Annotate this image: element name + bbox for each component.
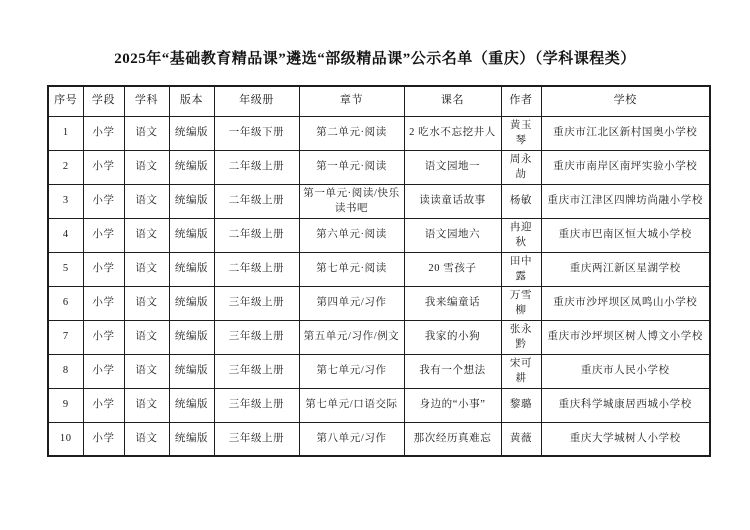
table-cell: 第一单元·阅读/快乐读书吧 xyxy=(299,184,404,218)
table-cell: 语文 xyxy=(124,320,169,354)
table-cell: 二年级上册 xyxy=(214,252,299,286)
table-cell: 二年级上册 xyxy=(214,218,299,252)
column-header: 学段 xyxy=(83,86,124,116)
column-header: 序号 xyxy=(48,86,83,116)
table-cell: 8 xyxy=(48,354,83,388)
table-cell: 宋可耕 xyxy=(501,354,541,388)
table-cell: 杨敏 xyxy=(501,184,541,218)
page-title: 2025年“基础教育精品课”遴选“部级精品课”公示名单（重庆）（学科课程类） xyxy=(114,51,636,67)
table-cell: 万雪柳 xyxy=(501,286,541,320)
table-cell: 重庆市人民小学校 xyxy=(541,354,710,388)
table-cell: 周永劼 xyxy=(501,150,541,184)
table-cell: 三年级上册 xyxy=(214,354,299,388)
table-cell: 二年级上册 xyxy=(214,184,299,218)
table-row xyxy=(48,286,710,320)
table-container xyxy=(47,85,711,457)
table-row xyxy=(48,320,710,354)
table-cell: 小学 xyxy=(83,150,124,184)
table-cell: 语文园地六 xyxy=(404,218,501,252)
table-cell: 6 xyxy=(48,286,83,320)
column-header: 作者 xyxy=(501,86,541,116)
table-cell: 重庆市南岸区南坪实验小学校 xyxy=(541,150,710,184)
table-cell: 张永黔 xyxy=(501,320,541,354)
table-cell: 1 xyxy=(48,116,83,150)
header-row xyxy=(48,86,710,116)
table-cell: 三年级上册 xyxy=(214,422,299,456)
table-cell: 我有一个想法 xyxy=(404,354,501,388)
table-cell: 语文 xyxy=(124,218,169,252)
table-cell: 7 xyxy=(48,320,83,354)
table-cell: 20 雪孩子 xyxy=(404,252,501,286)
table-cell: 第一单元·阅读 xyxy=(299,150,404,184)
table-cell: 我家的小狗 xyxy=(404,320,501,354)
table-cell: 4 xyxy=(48,218,83,252)
table-cell: 重庆两江新区星湖学校 xyxy=(541,252,710,286)
table-body xyxy=(48,116,710,456)
table-row xyxy=(48,218,710,252)
table-cell: 三年级上册 xyxy=(214,388,299,422)
table-cell: 小学 xyxy=(83,354,124,388)
table-row xyxy=(48,422,710,456)
table-cell: 10 xyxy=(48,422,83,456)
table-cell: 语文 xyxy=(124,252,169,286)
table-cell: 黎璐 xyxy=(501,388,541,422)
table-cell: 三年级上册 xyxy=(214,286,299,320)
table-cell: 第四单元/习作 xyxy=(299,286,404,320)
table-cell: 第七单元/口语交际 xyxy=(299,388,404,422)
table-cell: 重庆市巴南区恒大城小学校 xyxy=(541,218,710,252)
table-cell: 统编版 xyxy=(169,116,214,150)
table-cell: 小学 xyxy=(83,388,124,422)
column-header: 课名 xyxy=(404,86,501,116)
table-cell: 第八单元/习作 xyxy=(299,422,404,456)
table-cell: 2 xyxy=(48,150,83,184)
table-cell: 小学 xyxy=(83,218,124,252)
table-cell: 语文 xyxy=(124,150,169,184)
table-cell: 三年级上册 xyxy=(214,320,299,354)
table-cell: 语文 xyxy=(124,116,169,150)
table-cell: 小学 xyxy=(83,184,124,218)
table-cell: 第五单元/习作/例文 xyxy=(299,320,404,354)
table-cell: 2 吃水不忘挖井人 xyxy=(404,116,501,150)
table-cell: 小学 xyxy=(83,116,124,150)
table-cell: 重庆市江北区新村国奥小学校 xyxy=(541,116,710,150)
table-cell: 3 xyxy=(48,184,83,218)
table-cell: 统编版 xyxy=(169,150,214,184)
table-cell: 黄玉琴 xyxy=(501,116,541,150)
table-row xyxy=(48,116,710,150)
table-cell: 读读童话故事 xyxy=(404,184,501,218)
table-cell: 语文园地一 xyxy=(404,150,501,184)
column-header: 学校 xyxy=(541,86,710,116)
table-cell: 重庆科学城康居西城小学校 xyxy=(541,388,710,422)
table-cell: 语文 xyxy=(124,286,169,320)
table-cell: 第七单元/习作 xyxy=(299,354,404,388)
table-cell: 我来编童话 xyxy=(404,286,501,320)
table-cell: 5 xyxy=(48,252,83,286)
table-cell: 那次经历真难忘 xyxy=(404,422,501,456)
results-table xyxy=(47,85,711,457)
table-cell: 二年级上册 xyxy=(214,150,299,184)
column-header: 年级册 xyxy=(214,86,299,116)
table-cell: 重庆市沙坪坝区凤鸣山小学校 xyxy=(541,286,710,320)
table-cell: 统编版 xyxy=(169,252,214,286)
table-cell: 统编版 xyxy=(169,388,214,422)
table-cell: 统编版 xyxy=(169,354,214,388)
table-cell: 身边的“小事” xyxy=(404,388,501,422)
table-cell: 统编版 xyxy=(169,320,214,354)
table-cell: 语文 xyxy=(124,388,169,422)
table-cell: 统编版 xyxy=(169,218,214,252)
table-header xyxy=(48,86,710,116)
table-cell: 重庆大学城树人小学校 xyxy=(541,422,710,456)
table-cell: 第六单元·阅读 xyxy=(299,218,404,252)
column-header: 版本 xyxy=(169,86,214,116)
column-header: 学科 xyxy=(124,86,169,116)
table-row xyxy=(48,354,710,388)
table-cell: 语文 xyxy=(124,354,169,388)
table-cell: 第二单元·阅读 xyxy=(299,116,404,150)
table-cell: 黄薇 xyxy=(501,422,541,456)
table-cell: 小学 xyxy=(83,252,124,286)
table-cell: 冉迎秋 xyxy=(501,218,541,252)
table-row xyxy=(48,150,710,184)
table-cell: 一年级下册 xyxy=(214,116,299,150)
table-cell: 统编版 xyxy=(169,184,214,218)
table-cell: 重庆市沙坪坝区树人博文小学校 xyxy=(541,320,710,354)
table-cell: 小学 xyxy=(83,320,124,354)
table-row xyxy=(48,388,710,422)
table-cell: 田中露 xyxy=(501,252,541,286)
table-cell: 重庆市江津区四牌坊尚融小学校 xyxy=(541,184,710,218)
table-cell: 语文 xyxy=(124,184,169,218)
table-cell: 统编版 xyxy=(169,422,214,456)
column-header: 章节 xyxy=(299,86,404,116)
table-cell: 小学 xyxy=(83,422,124,456)
table-row xyxy=(48,184,710,218)
table-cell: 小学 xyxy=(83,286,124,320)
table-row xyxy=(48,252,710,286)
table-cell: 9 xyxy=(48,388,83,422)
table-cell: 统编版 xyxy=(169,286,214,320)
table-cell: 第七单元·阅读 xyxy=(299,252,404,286)
table-cell: 语文 xyxy=(124,422,169,456)
